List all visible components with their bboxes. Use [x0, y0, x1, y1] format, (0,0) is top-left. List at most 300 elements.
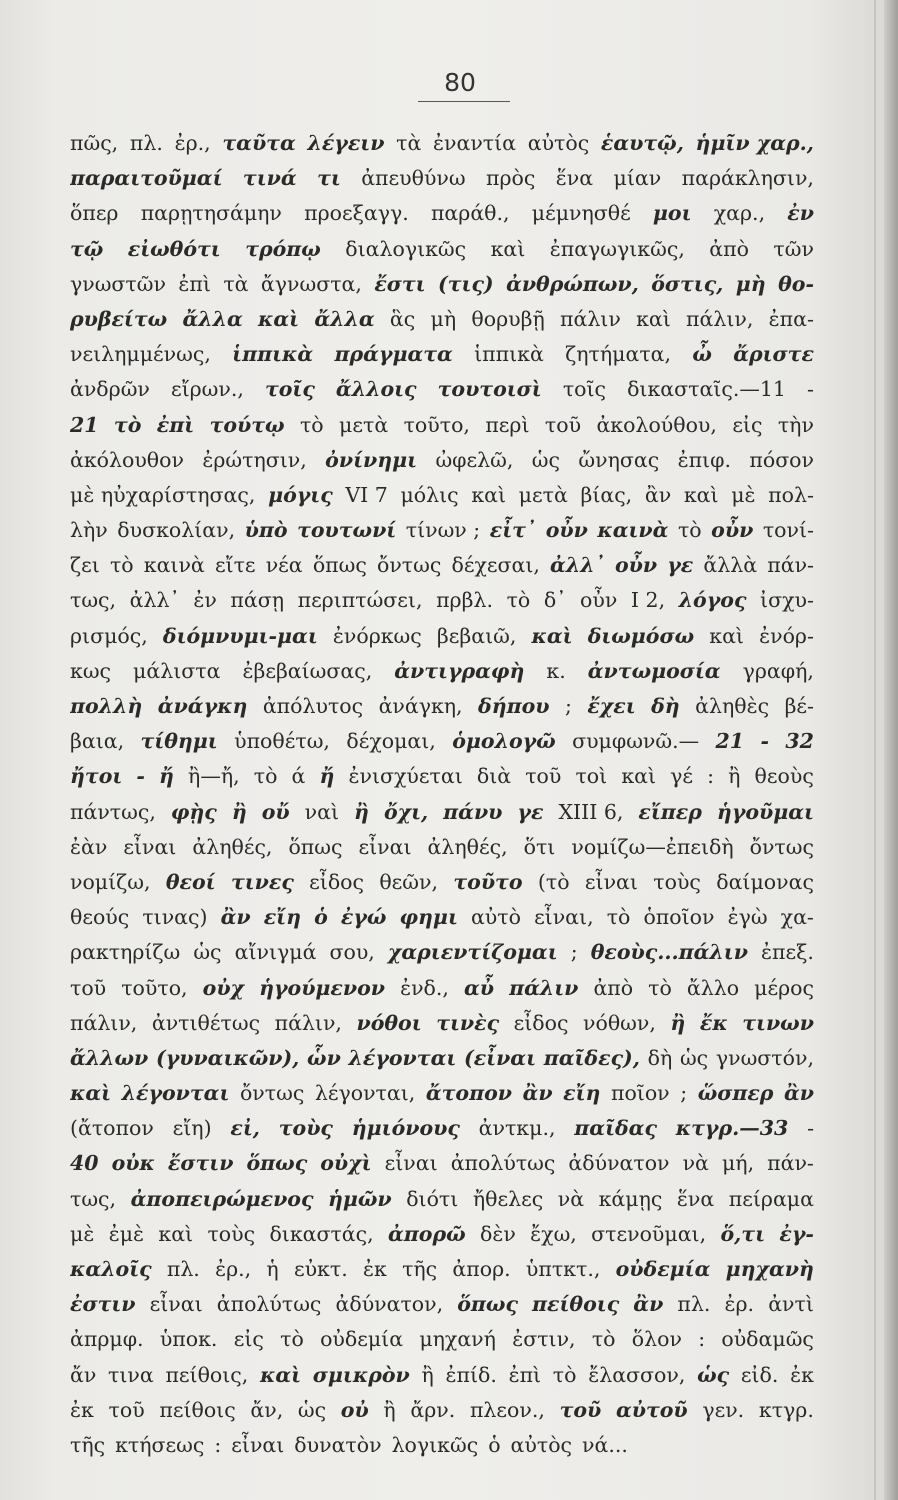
word: περὶ [485, 412, 530, 437]
word: οὔ [261, 799, 290, 824]
word: μίαν [613, 166, 662, 191]
word: εἰωθότι [127, 236, 221, 261]
word: λόγος [678, 588, 747, 613]
word: δέχεσαι, [451, 553, 540, 578]
word: ἀντκμ., [478, 1116, 556, 1141]
word: ὄντως [239, 1081, 305, 1106]
word: οὖν [580, 588, 618, 613]
word: λέγονται [121, 1081, 230, 1106]
word: δ᾽ [543, 588, 567, 613]
word: ἀνθρώπων, [506, 271, 639, 296]
word: τοῦ [559, 1397, 602, 1422]
word: θο- [778, 271, 814, 296]
word: τῆς [70, 1432, 106, 1457]
word: αὐτοῦ [615, 1397, 688, 1422]
word: νέα [265, 553, 303, 578]
word: ὅτι [523, 834, 556, 859]
word: τοὺς [653, 869, 701, 894]
word: καὶ [490, 236, 526, 261]
text-line [70, 759, 814, 794]
word: ἂν [522, 1081, 553, 1106]
word: ὄντως [749, 834, 814, 859]
word: συμφωνῶ.— [572, 729, 700, 754]
word: ἀνδρῶν [70, 377, 150, 402]
word: ποῖον [610, 1081, 670, 1106]
word: ἤ [159, 764, 174, 789]
word: κως [70, 658, 112, 683]
word: οὖν [711, 518, 754, 543]
text-line [70, 654, 814, 689]
word: ἀπὸ [709, 236, 749, 261]
word: εἶδος [513, 1010, 569, 1035]
word: ; [570, 940, 578, 965]
word: κτγρ. [758, 1397, 814, 1422]
text-line [70, 302, 814, 337]
word: ὡς [679, 1045, 709, 1070]
word: τουτοισὶ [437, 377, 542, 402]
word: ἐναντία [433, 131, 517, 155]
word: καὶ [531, 623, 573, 648]
word: τὸ [591, 1327, 616, 1352]
word: ἄλλα [314, 306, 375, 331]
word: τοῦ [70, 975, 107, 1000]
word: λέγειν [307, 131, 385, 155]
word: οὖν [614, 553, 658, 578]
word: δυνατὸν [294, 1432, 382, 1457]
text-line [70, 1111, 814, 1146]
word: οὐδαμῶς [721, 1327, 814, 1352]
word: αὐτὸς [510, 1432, 573, 1457]
word: : [214, 1432, 222, 1457]
word: τὸ [648, 975, 672, 1000]
word: ἡγοῦμαι [716, 799, 814, 824]
word: ἡμῖν χαρ., [695, 131, 814, 155]
word: βαια, [70, 729, 125, 754]
word: ὅλον [631, 1327, 682, 1352]
word: ἐπὶ [178, 271, 211, 296]
word: φῂς [170, 799, 217, 824]
word: ἔχω, [530, 1221, 577, 1246]
word: δυσκολίαν, [117, 518, 236, 543]
word: τινα [108, 1362, 154, 1387]
word: μετὰ [518, 482, 568, 507]
text-line [70, 795, 814, 830]
word: ἤθελες [472, 1186, 544, 1211]
word: ἂν [220, 905, 251, 930]
word: τίνων ; [405, 518, 481, 543]
text-line [70, 1006, 814, 1041]
word: ἡ [266, 1257, 279, 1281]
word: ἄν [70, 1362, 97, 1387]
word: νόθοι [356, 1010, 422, 1035]
word: εἰδ. [740, 1362, 779, 1387]
word: ; [564, 694, 572, 718]
word: ἡγούμενον [259, 975, 386, 1000]
word: μὲ [731, 482, 756, 507]
word: πείθοις [159, 1397, 236, 1422]
page-number-rule [418, 101, 510, 102]
word: ἐρ. [724, 1292, 755, 1317]
word: αὐτὸ [470, 905, 521, 930]
word: τοῦτο [453, 869, 523, 894]
word: ἐπιφ. [677, 447, 731, 472]
word: νὰ [557, 1186, 585, 1211]
word: μὴ [430, 306, 457, 331]
word: μή, [721, 1151, 755, 1176]
text-line [70, 1287, 814, 1322]
word: ὠφελῶ, [435, 447, 514, 472]
word: ἢ [670, 1010, 686, 1035]
word: : [707, 764, 715, 789]
word: ἀντιγραφὴ [394, 658, 525, 683]
word: γεν. [702, 1397, 745, 1422]
word: 21 [70, 412, 99, 437]
text-line [70, 1428, 814, 1463]
word: ἀλλ᾽ [550, 553, 605, 578]
word: εἰς [233, 1327, 264, 1352]
word: πάλιν [560, 306, 621, 331]
word: ἀκολούθου, [596, 412, 717, 437]
text-line [70, 1252, 814, 1287]
word: - [760, 729, 769, 754]
word: πολλὴ [70, 694, 143, 718]
word: ὡς [297, 1397, 327, 1422]
word: κ. [546, 658, 566, 683]
word: ἂν [633, 1292, 664, 1317]
word: τρόπῳ [245, 236, 321, 261]
word: χα- [780, 905, 814, 930]
word: ὑποθέτω, [234, 729, 330, 754]
word: τινων [742, 1010, 814, 1035]
word: τῆς [402, 1257, 438, 1281]
word: εἶδος [309, 869, 364, 894]
word: τούτῳ [209, 412, 285, 437]
text-line [70, 1358, 814, 1393]
word: ; [680, 1081, 688, 1106]
word: καὶ [70, 1081, 112, 1106]
word: εἴη) [172, 1116, 212, 1141]
word: κτγρ.—33 [675, 1116, 789, 1141]
word: ἐνόρκως [332, 623, 422, 648]
word: τινὲς [436, 1010, 500, 1035]
word: πάλιν, [274, 1010, 342, 1035]
word: ρισμός, [70, 623, 148, 648]
text-line [70, 583, 814, 618]
word: ἀληθὲς [695, 694, 770, 718]
word: τὸ [109, 553, 134, 578]
word: πείθοις, [165, 1362, 249, 1387]
word: γε [517, 799, 544, 824]
word: αὐτὸς [527, 131, 590, 155]
word: αἴνιγμά [234, 940, 317, 965]
word: καὶ [258, 306, 300, 331]
word: θορυβῇ [471, 306, 545, 331]
word: μόγις [268, 482, 333, 507]
word: εἴη [563, 1081, 601, 1106]
word: στενοῦμαι, [591, 1221, 707, 1246]
word: ἄν, [250, 1397, 284, 1422]
word: ἢ [728, 764, 741, 789]
word: τὰ [396, 131, 422, 155]
word: βέ- [784, 694, 814, 718]
word: XIII 6, [558, 799, 624, 824]
word: βίας, [580, 482, 633, 507]
word: ὁ [314, 905, 328, 930]
word: τῶν [773, 236, 814, 261]
word: ἐνόρ- [759, 623, 814, 648]
word: λέγονται, [314, 1081, 416, 1106]
word: μόλις [400, 482, 459, 507]
word: εἶναι, [534, 905, 594, 930]
word: ἐπὶ [156, 412, 195, 437]
text-line [70, 443, 814, 478]
word: ὅπως [288, 834, 343, 859]
word: ὑπὸ [244, 518, 288, 543]
word: εὐκτ. [293, 1257, 348, 1281]
word: παῖδας [574, 1116, 657, 1141]
word: εἶτ᾽ [489, 518, 537, 543]
word: μετὰ [339, 412, 389, 437]
word: πάντως, [70, 799, 156, 824]
word: VI 7 [345, 482, 388, 507]
word: ἂν [784, 1081, 814, 1106]
word: εἶναι [584, 869, 638, 894]
word: διόμνυμι-μαι [162, 623, 318, 648]
word: ἄλλα [182, 306, 243, 331]
word: ἄριστε [733, 342, 814, 367]
word: ρυβείτω [70, 306, 168, 331]
word: ἔστι [374, 271, 426, 296]
word: μὲ [70, 1221, 95, 1246]
page-number: 80 [444, 68, 476, 97]
text-line [70, 513, 814, 548]
word: ἐπα- [768, 306, 814, 331]
word: μὴ [735, 271, 766, 296]
word: (τὸ [537, 869, 570, 894]
word: ἰσχυ- [760, 588, 814, 613]
word: (γυναικῶν), [156, 1045, 300, 1070]
page-edge-shadow [874, 0, 876, 1500]
word: πλ. [677, 1292, 711, 1317]
text-line [70, 1041, 814, 1076]
word: ἑαυτῷ, [600, 131, 684, 155]
word: τὸ [113, 412, 142, 437]
text-line [70, 1217, 814, 1252]
word: μηχανή [419, 1327, 496, 1352]
word: εἴπερ [638, 799, 702, 824]
word: ἢ [354, 799, 369, 824]
text-line [70, 267, 814, 302]
word: τὰ [223, 271, 249, 296]
word: ἐπεξ. [761, 940, 814, 965]
word: τοὺς [278, 1116, 333, 1141]
text-line [70, 900, 814, 935]
word: τοῦτο, [403, 412, 470, 437]
word: οὐκ [111, 1151, 155, 1176]
word: τινά [242, 166, 297, 191]
word: διαλογικῶς [345, 236, 467, 261]
word: τῷ [70, 236, 104, 261]
word: ἀληθές, [192, 834, 273, 859]
word: εἰ, [230, 1116, 260, 1141]
word: πλ. [129, 131, 163, 155]
word: νά... [582, 1432, 628, 1457]
word: ὥσπερ [697, 1081, 774, 1106]
word: καὶ [709, 623, 744, 648]
word: τοῦ [108, 1397, 145, 1422]
word: διωμόσω [587, 623, 695, 648]
word: τι [317, 166, 341, 191]
word: ἐγ- [779, 1221, 814, 1246]
word: ἐπὶ [508, 1362, 542, 1387]
word: θεῶν, [379, 869, 439, 894]
word: ὅπερ [70, 201, 119, 226]
word: δικαστάς, [269, 1221, 374, 1246]
text-line [70, 1076, 814, 1111]
word: ὄχι, [383, 799, 429, 824]
word: πῶς, [70, 131, 119, 155]
word: ἀντωμοσία [587, 658, 721, 683]
word: ἄλλο [686, 975, 740, 1000]
word: πάν- [767, 1151, 814, 1176]
word: γραφή, [742, 658, 814, 683]
word: παράκλησιν, [681, 166, 814, 191]
word: νόθων, [583, 1010, 656, 1035]
word: οὖν [545, 518, 588, 543]
word: ἔστιν [167, 1151, 234, 1176]
word: πάσῃ [230, 588, 284, 613]
word: εἶναι [149, 1292, 203, 1317]
word: τως, [70, 1186, 117, 1211]
word: λογικῶς [391, 1432, 479, 1457]
word: καὶ [158, 1221, 194, 1246]
word: γνωστόν, [715, 1045, 814, 1070]
word: ἀκόλουθον [70, 447, 184, 472]
word: γέ [670, 764, 693, 789]
text-line [70, 1393, 814, 1428]
word: ἱππικὰ [232, 342, 314, 367]
text-line [70, 1322, 814, 1357]
word: ὅπως [246, 1151, 308, 1176]
word: εἶναι [123, 834, 177, 859]
word: ἀπολύτως [216, 1292, 322, 1317]
word: προεξαγγ. [304, 201, 409, 226]
word: ἐστιν, [512, 1327, 576, 1352]
word: τὸ [280, 1327, 304, 1352]
word: ἐρ., [215, 1257, 252, 1281]
word: ἐβεβαίωσας, [242, 658, 373, 683]
word: ἀδύνατον, [335, 1292, 444, 1317]
word: ἐνδ., [400, 975, 449, 1000]
word: τοὶ [575, 764, 608, 789]
word: ἀποπειρώμενος [130, 1186, 314, 1211]
word: καινὰ [597, 518, 669, 543]
text-line [70, 689, 814, 724]
word: τοῦτο, [121, 975, 188, 1000]
word: τοῖς [562, 377, 607, 402]
word: ἐὰν [70, 834, 108, 859]
word: πράγματα [334, 342, 453, 367]
word: τονί- [762, 518, 814, 543]
word: ἀπορῶ [388, 1221, 466, 1246]
word: ἂν [644, 482, 672, 507]
word: ἐγώ [340, 905, 387, 930]
text-line [70, 830, 814, 865]
word: ἐκ [70, 1397, 94, 1422]
word: νειλημμένως, [70, 342, 211, 367]
word: νομίζω, [70, 869, 151, 894]
word: ρακτηρίζω [70, 940, 181, 965]
word: μέρος [754, 975, 814, 1000]
text-line [70, 372, 814, 407]
word: θεοὺς [754, 764, 814, 789]
word: χαριεντίζομαι [387, 940, 558, 965]
word: ζει [70, 553, 100, 578]
text-line [70, 232, 814, 267]
word: δήπου [478, 694, 550, 718]
word: πάλιν, [70, 1010, 138, 1035]
word: ἔχει [587, 694, 636, 718]
word: ἀδύνατον [568, 1151, 670, 1176]
word: ἀπευθύνω [361, 166, 466, 191]
text-line [70, 161, 814, 196]
word: ά [291, 764, 306, 789]
word: ὅπως [312, 553, 367, 578]
word: ἀπόλυτος [262, 694, 364, 718]
word: ἐστιν [70, 1292, 136, 1317]
word: 40 [70, 1151, 99, 1176]
text-line [70, 971, 814, 1006]
word: ἐπίδ. [445, 1362, 497, 1387]
word: κάμῃς [598, 1186, 663, 1211]
word: ἢ [421, 1362, 434, 1387]
word: τοῦ [544, 412, 582, 437]
word: θεοὺς...πάλιν [590, 940, 748, 965]
word: εἰς [732, 412, 763, 437]
word: ἢ—ἤ, [188, 764, 240, 789]
word: τὴν [777, 412, 814, 437]
word: ἔκ [699, 1010, 728, 1035]
word: πείθοις [532, 1292, 620, 1317]
word: ζητήματα, [565, 342, 672, 367]
word: τουτωνί [297, 518, 397, 543]
text-line [70, 126, 814, 161]
word: ἀληθές, [427, 834, 508, 859]
word: καὶ [260, 1362, 302, 1387]
text-line [70, 935, 814, 970]
word: σου, [329, 940, 375, 965]
text-line [70, 548, 814, 583]
word: ἐκ [790, 1362, 814, 1387]
word: 32 [785, 729, 814, 754]
word: τὸ [253, 764, 278, 789]
word: διὰ [476, 764, 512, 789]
word: (ἄτοπον [70, 1116, 154, 1141]
word: καλοῖς [70, 1257, 152, 1281]
word: ὁ [488, 1432, 501, 1457]
word: οὐχὶ [320, 1151, 372, 1176]
word: ἤτοι [70, 764, 123, 789]
word: - [136, 764, 145, 789]
word: παρῃτησάμην [140, 201, 282, 226]
word: μηχανὴ [725, 1257, 814, 1281]
word: ὁποῖον [643, 905, 715, 930]
word: μὲ ηὐχαρίστησας, [70, 482, 256, 507]
word: ἐνισχύεται [348, 764, 463, 789]
word: γε [667, 553, 694, 578]
word: οὐχ [202, 975, 245, 1000]
word: δαίμονας [716, 869, 814, 894]
